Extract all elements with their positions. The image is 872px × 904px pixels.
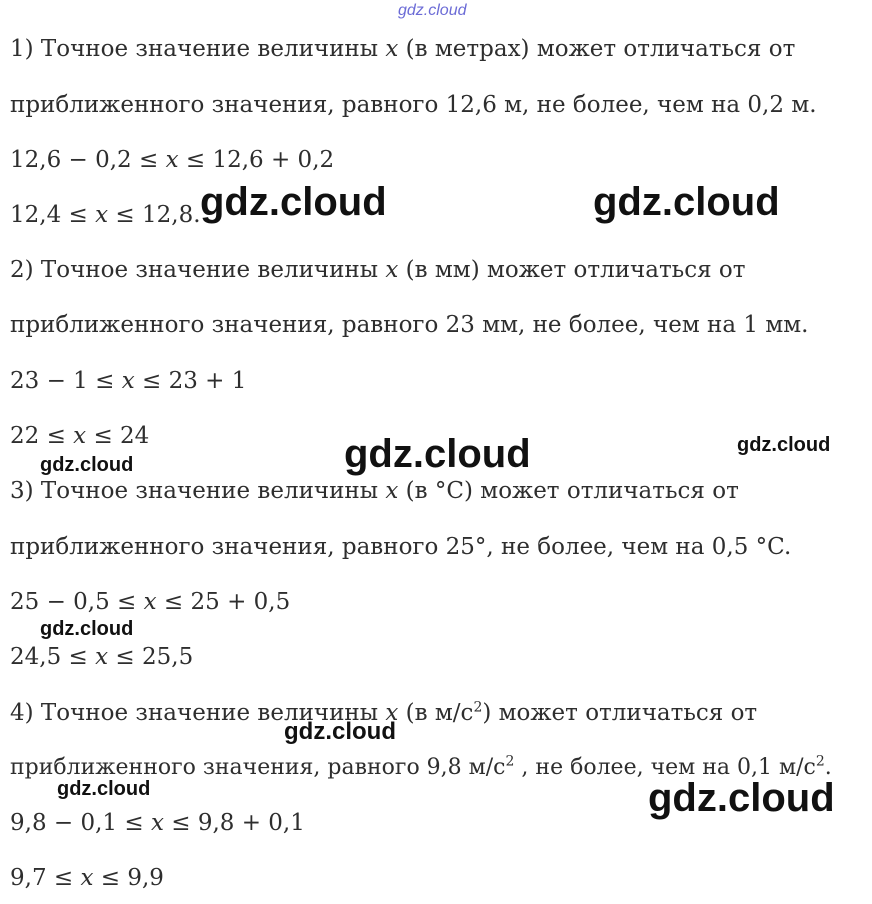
exponent: 2	[815, 753, 825, 770]
ineq-right: ≤ 12,8.	[108, 202, 201, 228]
variable-x: x	[95, 644, 109, 670]
ineq-right: ≤ 25,5	[108, 644, 194, 670]
exponent: 2	[473, 699, 483, 716]
variable-x: x	[385, 36, 399, 62]
variable-x: x	[73, 423, 87, 449]
item3-text-b: (в °C) может отличаться от	[398, 478, 739, 504]
ineq-left: 9,7 ≤	[10, 865, 81, 891]
variable-x: x	[385, 478, 399, 504]
item2-text-b: (в мм) может отличаться от	[398, 257, 746, 283]
item3-statement-line1	[10, 476, 739, 506]
item1-text-a: 1) Точное значение величины	[10, 36, 386, 62]
item4-text-b: (в м/с	[398, 700, 474, 726]
ineq-right: ≤ 9,8 + 0,1	[163, 810, 305, 836]
watermark: gdz.cloud	[648, 776, 835, 820]
item1-text-b: (в метрах) может отличаться от	[398, 36, 796, 62]
item1-inequality2	[10, 200, 201, 230]
variable-x: x	[165, 147, 179, 173]
watermark: gdz.cloud	[57, 778, 151, 800]
ineq-left: 12,4 ≤	[10, 202, 96, 228]
variable-x: x	[150, 810, 164, 836]
ineq-right: ≤ 23 + 1	[134, 368, 247, 394]
header-watermark: gdz.cloud	[398, 2, 467, 19]
item2-inequality2	[10, 421, 149, 451]
variable-x: x	[143, 589, 157, 615]
watermark: gdz.cloud	[40, 454, 134, 476]
ineq-right: ≤ 12,6 + 0,2	[178, 147, 335, 173]
item3-inequality2	[10, 642, 193, 672]
variable-x: x	[95, 202, 109, 228]
item2-statement-line2: приближенного значения, равного 23 мм, не более, чем на 1 мм.	[10, 312, 809, 338]
watermark: gdz.cloud	[284, 718, 396, 745]
ineq-right: ≤ 25 + 0,5	[156, 589, 291, 615]
watermark: gdz.cloud	[40, 618, 134, 640]
watermark: gdz.cloud	[593, 180, 780, 224]
item4-line2-a: приближенного значения, равного 9,8 м/с	[10, 755, 506, 780]
item3-text-a: 3) Точное значение величины	[10, 478, 386, 504]
item1-statement-line2: приближенного значения, равного 12,6 м, не более, чем на 0,2 м.	[10, 92, 817, 118]
variable-x: x	[121, 368, 135, 394]
watermark: gdz.cloud	[737, 434, 831, 456]
watermark: gdz.cloud	[344, 432, 531, 476]
ineq-left: 9,8 − 0,1 ≤	[10, 810, 151, 836]
item4-inequality1	[10, 808, 305, 838]
item3-inequality1	[10, 587, 290, 617]
ineq-right: ≤ 24	[86, 423, 150, 449]
item4-text-a: 4) Точное значение величины	[10, 700, 386, 726]
item4-line2-c: .	[824, 755, 832, 780]
ineq-left: 24,5 ≤	[10, 644, 96, 670]
item3-statement-line2: приближенного значения, равного 25°, не более, чем на 0,5 °C.	[10, 534, 792, 560]
item1-statement-line1	[10, 34, 795, 64]
exponent: 2	[505, 753, 515, 770]
variable-x: x	[80, 865, 94, 891]
item2-statement-line1	[10, 255, 745, 285]
item4-text-c: ) может отличаться от	[482, 700, 758, 726]
variable-x: x	[385, 257, 399, 283]
item4-line2-b: , не более, чем на 0,1 м/с	[514, 755, 816, 780]
ineq-left: 12,6 − 0,2 ≤	[10, 147, 166, 173]
ineq-left: 25 − 0,5 ≤	[10, 589, 144, 615]
watermark: gdz.cloud	[200, 180, 387, 224]
ineq-left: 23 − 1 ≤	[10, 368, 122, 394]
item2-inequality1	[10, 366, 246, 396]
ineq-left: 22 ≤	[10, 423, 74, 449]
item2-text-a: 2) Точное значение величины	[10, 257, 386, 283]
variable-x: x	[385, 700, 399, 726]
item1-inequality1	[10, 145, 334, 175]
ineq-right: ≤ 9,9	[93, 865, 164, 891]
item4-inequality2	[10, 863, 164, 893]
